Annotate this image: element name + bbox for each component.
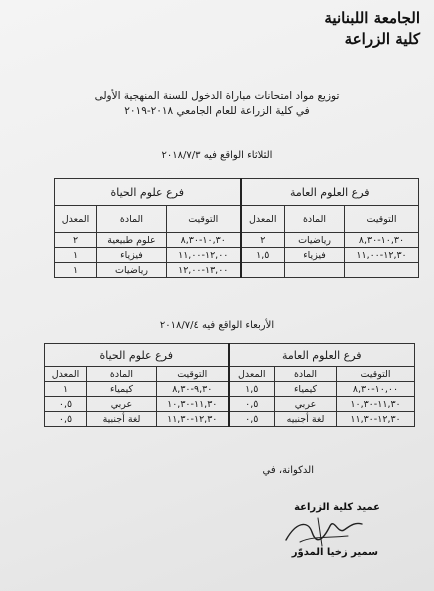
table-cell: ١٠,٣٠-٨,٣٠ xyxy=(167,233,241,248)
table-cell xyxy=(285,263,345,278)
table-cell: ١٢,٣٠-١١,٠٠ xyxy=(345,248,419,263)
letterhead xyxy=(324,8,420,50)
table-cell: فيزياء xyxy=(97,248,167,263)
table-cell: عربي xyxy=(275,397,337,412)
column-header: التوقيت xyxy=(345,206,419,233)
table-cell: ١ xyxy=(55,263,97,278)
day-1-heading: الثلاثاء الواقع فيه ٢٠١٨/٧/٣ xyxy=(161,150,273,161)
table-cell: ٩,٣٠-٨,٣٠ xyxy=(157,382,229,397)
column-header: المادة xyxy=(275,367,337,382)
day-1-schedule-table xyxy=(54,178,419,278)
table-cell: ٠,٥ xyxy=(45,412,87,427)
dean-name: سمير زخيا المدوّر xyxy=(291,547,378,558)
column-header: المعدل xyxy=(241,206,285,233)
title-line-2: في كلية الزراعة للعام الجامعي ٢٠١٨-٢٠١٩ xyxy=(124,105,310,117)
document-title xyxy=(0,89,434,119)
column-header: التوقيت xyxy=(167,206,241,233)
table-cell: ٠,٥ xyxy=(229,397,275,412)
table-cell: علوم طبيعية xyxy=(97,233,167,248)
title-line-1: توزيع مواد امتحانات مباراة الدخول للسنة المنهجية الأولى xyxy=(94,90,340,102)
table-cell xyxy=(241,263,285,278)
table-cell: رياضيات xyxy=(285,233,345,248)
faculty-name: كلية الزراعة xyxy=(344,30,420,48)
table-cell: فيزياء xyxy=(285,248,345,263)
table-cell: ٠,٥ xyxy=(45,397,87,412)
table-row xyxy=(45,382,415,397)
table-cell: كيمياء xyxy=(275,382,337,397)
table-cell: ٠,٥ xyxy=(229,412,275,427)
column-header: المعدل xyxy=(45,367,87,382)
table-row xyxy=(55,263,419,278)
table-cell: ١١,٣٠-١٠,٣٠ xyxy=(157,397,229,412)
table-row xyxy=(55,248,419,263)
place-date-line: الدكوانة، في xyxy=(262,465,314,476)
column-header: التوقيت xyxy=(337,367,415,382)
table-cell xyxy=(345,263,419,278)
column-header: المادة xyxy=(87,367,157,382)
column-header: المادة xyxy=(285,206,345,233)
day-2-general-branch-header: فرع العلوم العامة xyxy=(229,344,415,367)
table-cell: ١ xyxy=(55,248,97,263)
dean-title: عميد كلية الزراعة xyxy=(294,502,380,513)
table-cell: ١٢,٣٠-١١,٣٠ xyxy=(337,412,415,427)
table-cell: لغة أجنبية xyxy=(87,412,157,427)
table-cell: ٢ xyxy=(241,233,285,248)
column-header: التوقيت xyxy=(157,367,229,382)
table-cell: ٢ xyxy=(55,233,97,248)
handwritten-signature xyxy=(278,512,368,552)
table-cell: ١٢,٠٠-١١,٠٠ xyxy=(167,248,241,263)
university-name: الجامعة اللبنانية xyxy=(324,9,420,27)
table-cell: ١١,٣٠-١٠,٣٠ xyxy=(337,397,415,412)
column-header: المادة xyxy=(97,206,167,233)
column-header: المعدل xyxy=(55,206,97,233)
day-2-heading: الأربعاء الواقع فيه ٢٠١٨/٧/٤ xyxy=(159,320,275,331)
table-cell: رياضيات xyxy=(97,263,167,278)
table-cell: ١٣,٠٠-١٢,٠٠ xyxy=(167,263,241,278)
table-cell: ١٠,٠٠-٨,٣٠ xyxy=(337,382,415,397)
table-cell: ١,٥ xyxy=(229,382,275,397)
table-row xyxy=(45,397,415,412)
day-2-schedule-table xyxy=(44,343,415,427)
table-row xyxy=(55,233,419,248)
table-cell: عربي xyxy=(87,397,157,412)
day-1-general-branch-header: فرع العلوم العامة xyxy=(241,179,419,206)
day-1-life-branch-header: فرع علوم الحياة xyxy=(55,179,241,206)
day-2-life-branch-header: فرع علوم الحياة xyxy=(45,344,229,367)
column-header: المعدل xyxy=(229,367,275,382)
table-cell: لغة أجنبيه xyxy=(275,412,337,427)
table-cell: ١٢,٣٠-١١,٣٠ xyxy=(157,412,229,427)
table-cell: ١,٥ xyxy=(241,248,285,263)
table-cell: كيمياء xyxy=(87,382,157,397)
table-cell: ١ xyxy=(45,382,87,397)
table-cell: ١٠,٣٠-٨,٣٠ xyxy=(345,233,419,248)
table-row xyxy=(45,412,415,427)
